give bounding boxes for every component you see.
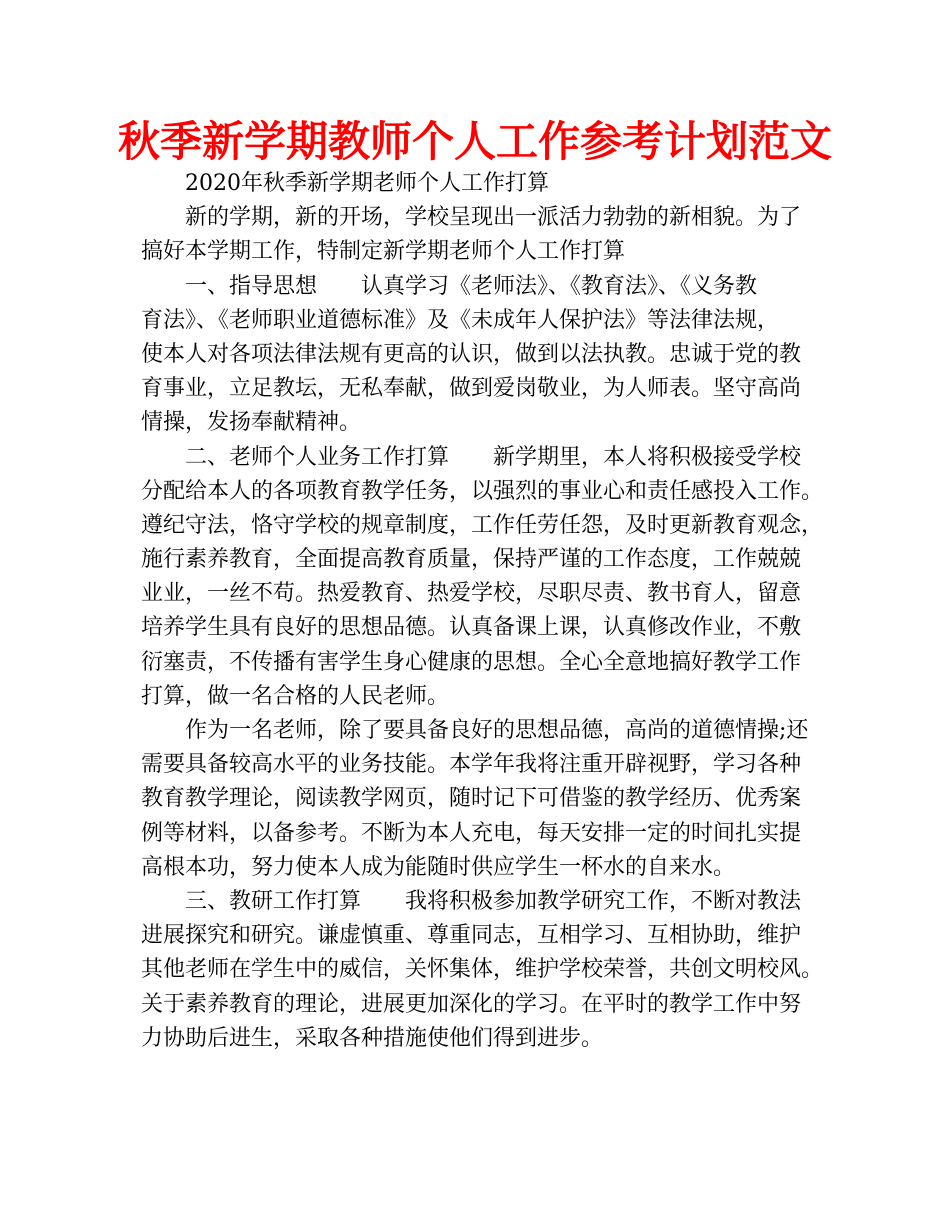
- section-work-plan-line-6: 培养学生具有良好的思想品德。认真备课上课，认真修改作业，不敷: [141, 615, 802, 641]
- section-research-line-2: 进展探究和研究。谦虚慎重、尊重同志，互相学习、互相协助，维护: [141, 923, 802, 949]
- section-research-line-4: 关于素养教育的理论，进展更加深化的学习。在平时的教学工作中努: [141, 991, 802, 1017]
- paragraph-skills-line-2: 需要具备较高水平的业务技能。本学年我将注重开辟视野，学习各种: [141, 752, 802, 778]
- section-work-plan-line-2: 分配给本人的各项教育教学任务，以强烈的事业心和责任感投入工作。: [141, 478, 824, 504]
- section-research-line-3: 其他老师在学生中的威信，关怀集体，维护学校荣誉，共创文明校风。: [141, 957, 824, 983]
- paragraph-skills-line-1: 作为一名老师，除了要具备良好的思想品德，高尚的道德情操;还: [185, 718, 809, 743]
- section-guiding-thought-line-5: 情操，发扬奉献精神。: [141, 410, 362, 436]
- section-guiding-thought-line-4: 育事业，立足教坛，无私奉献，做到爱岗敬业，为人师表。坚守高尚: [141, 376, 802, 402]
- section-work-plan-line-7: 衍塞责，不传播有害学生身心健康的思想。全心全意地搞好教学工作: [141, 649, 802, 675]
- section-work-plan-line-5: 业业，一丝不苟。热爱教育、热爱学校，尽职尽责、教书育人，留意: [141, 581, 802, 607]
- section-research-line-1: 三、教研工作打算 我将积极参加教学研究工作，不断对教法: [185, 888, 802, 914]
- section-guiding-thought-line-3: 使本人对各项法律法规有更高的认识，做到以法执教。忠诚于党的教: [141, 341, 802, 367]
- section-work-plan-line-8: 打算，做一名合格的人民老师。: [141, 683, 450, 709]
- section-work-plan-line-1: 二、老师个人业务工作打算 新学期里，本人将积极接受学校: [185, 444, 802, 470]
- section-work-plan-line-3: 遵纪守法，恪守学校的规章制度，工作任劳任怨，及时更新教育观念，: [141, 512, 824, 538]
- section-research-line-5: 力协助后进生，采取各种措施使他们得到进步。: [141, 1025, 604, 1051]
- paragraph-intro-line-2: 搞好本学期工作，特制定新学期老师个人工作打算: [141, 239, 626, 265]
- paragraph-intro-line-1: 新的学期，新的开场，学校呈现出一派活力勃勃的新相貌。为了: [185, 205, 802, 231]
- document-title: 秋季新学期教师个人工作参考计划范文: [117, 117, 832, 166]
- document-body: [141, 167, 824, 1056]
- paragraph-skills-line-3: 教育教学理论，阅读教学网页，随时记下可借鉴的教学经历、优秀案: [141, 786, 802, 812]
- paragraph-skills-line-4: 例等材料，以备参考。不断为本人充电，每天安排一定的时间扎实提: [141, 820, 802, 846]
- section-guiding-thought-line-1: 一、指导思想 认真学习《老师法》、《教育法》、《义务教: [185, 273, 758, 299]
- paragraph-skills-line-5: 高根本功，努力使本人成为能随时供应学生一杯水的自来水。: [141, 854, 736, 880]
- subtitle-line: 2020年秋季新学期老师个人工作打算: [185, 171, 549, 196]
- section-work-plan-line-4: 施行素养教育，全面提高教育质量，保持严谨的工作态度，工作兢兢: [141, 547, 802, 573]
- section-guiding-thought-line-2: 育法》、《老师职业道德标准》及《未成年人保护法》等法律法规，: [141, 307, 780, 333]
